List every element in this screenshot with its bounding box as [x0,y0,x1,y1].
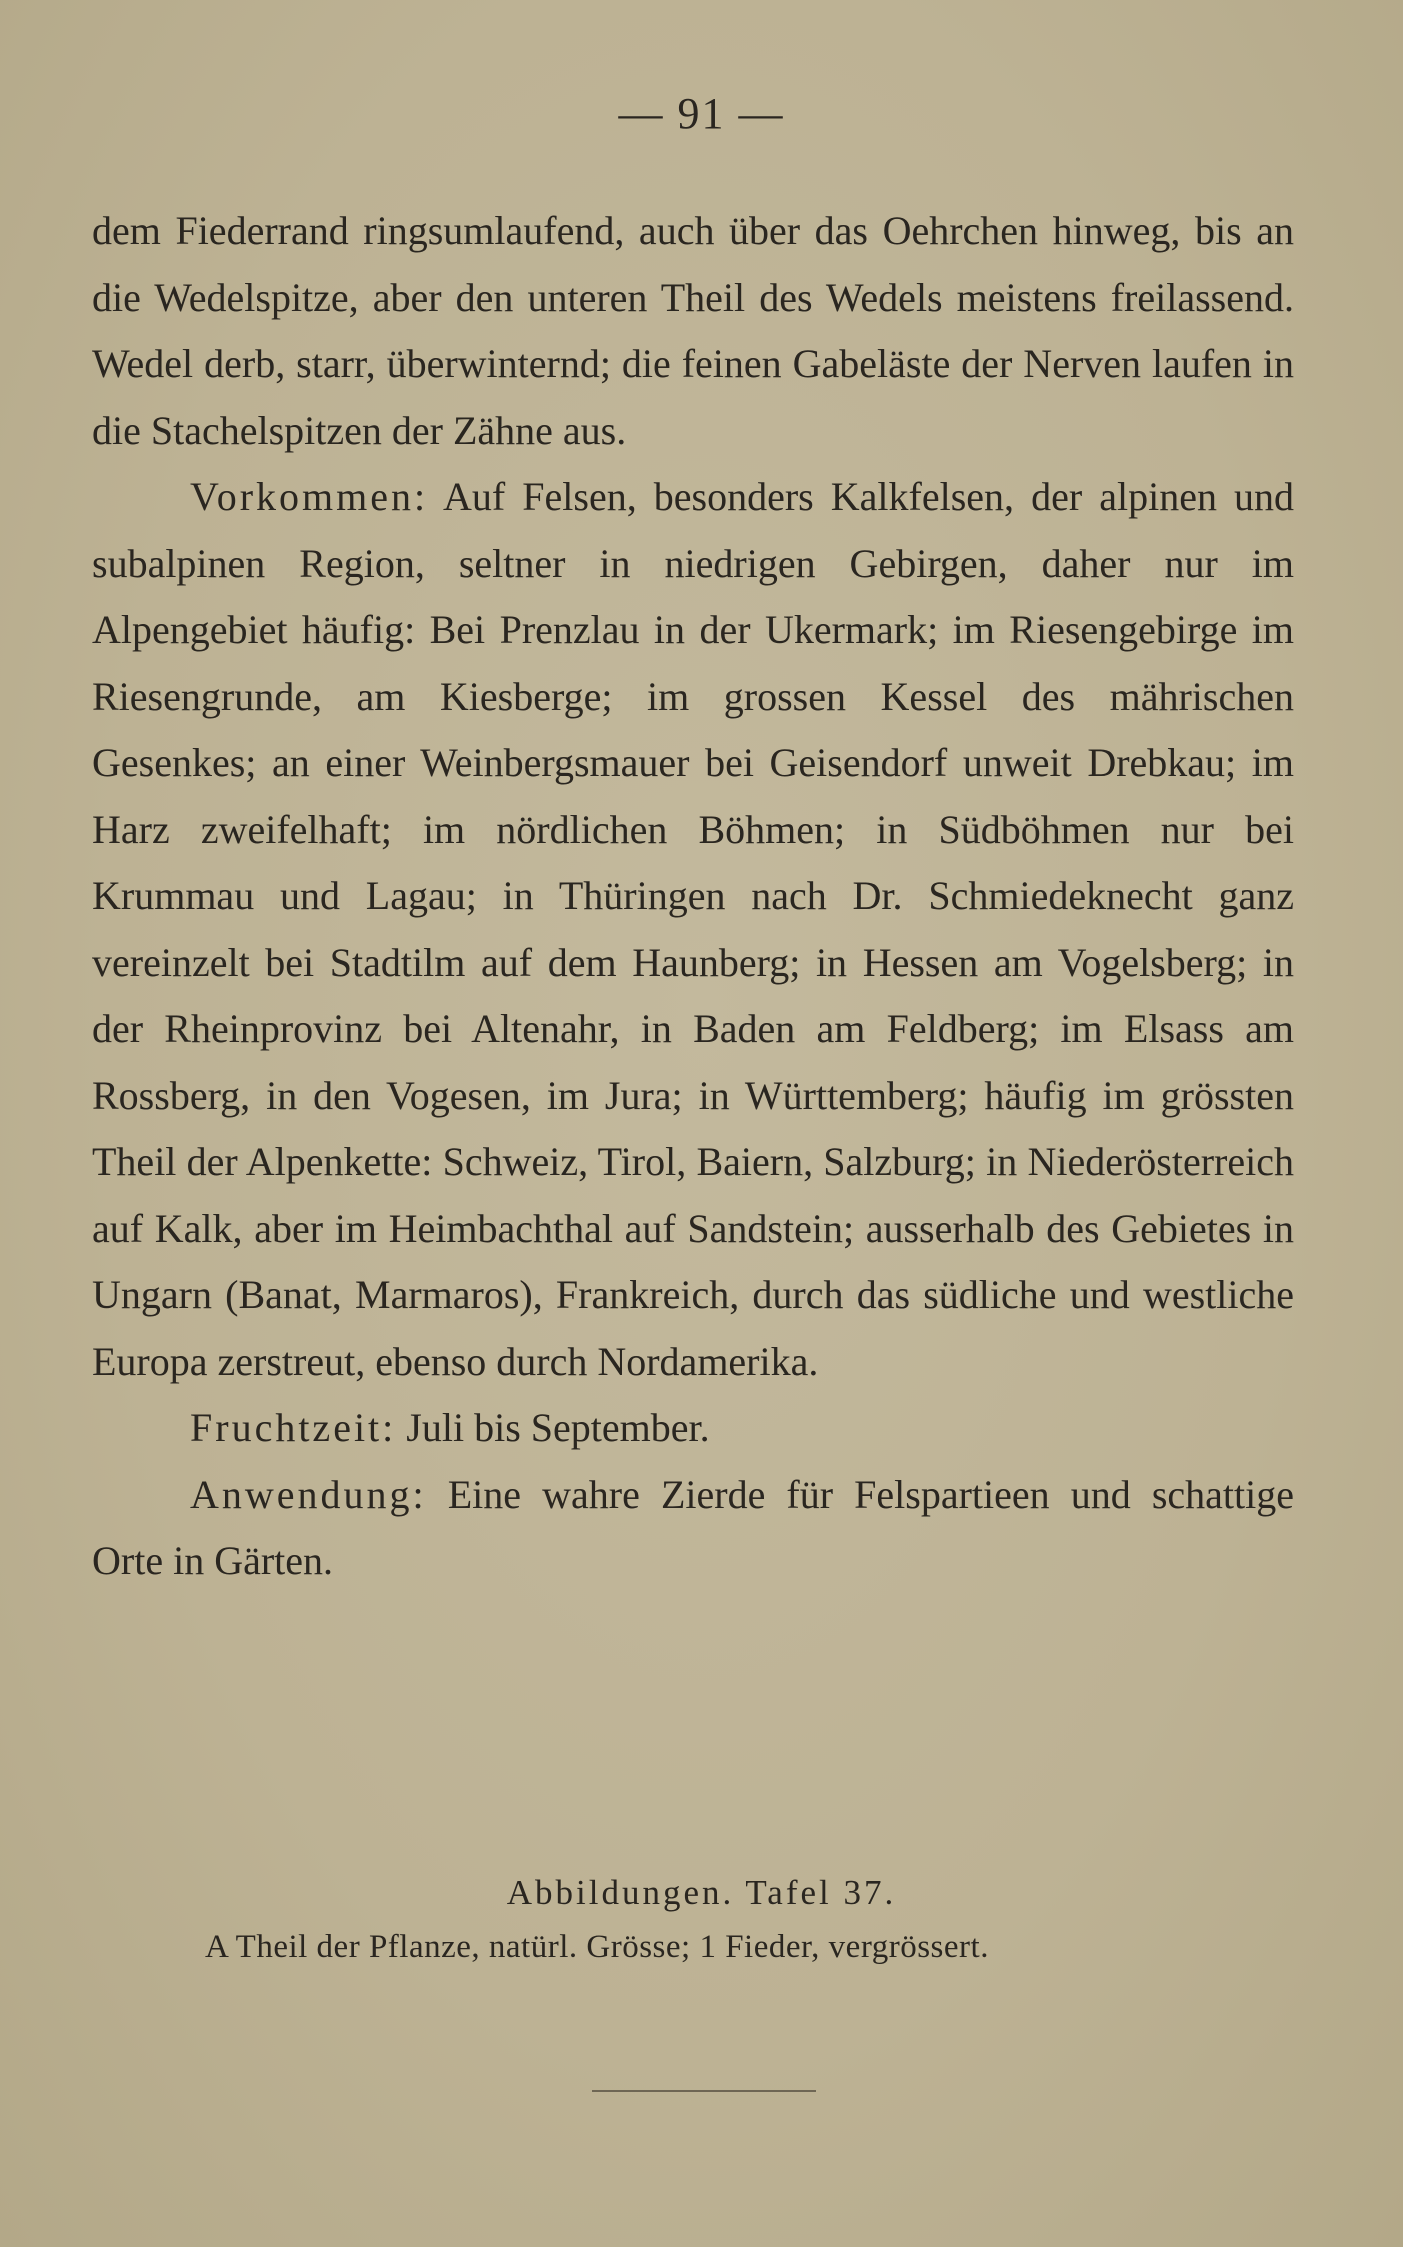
figures-caption: A Theil der Pflanze, natürl. Grösse; 1 Fieder, vergrössert. [205,1929,989,1965]
paragraph-leaf-description: dem Fiederrand ringsumlaufend, auch über das Oehrchen hinweg, bis an die Wedelspitze, aber den unteren Theil des Wedels meistens freilassend. Wedel derb, starr, überwinternd; die feinen Gabeläste der Nerven laufen in die Stachelspitzen der Zähne aus. [92,208,1294,453]
footer-rule [592,2090,816,2092]
page-number: — 91 — [618,89,785,138]
fruiting-time-text: Juli bis September. [396,1405,710,1450]
paragraph-use [92,1462,1294,1595]
occurrence-label: Vorkommen: [190,474,429,519]
occurrence-text: Auf Felsen, besonders Kalkfelsen, der alpinen und subalpinen Region, seltner in niedrigen Gebirgen, daher nur im Alpengebiet häufig: Bei Prenzlau in der Ukermark; im Riesengebirge im Riesengrunde, am Kiesberge; im grossen Kessel des mährischen Gesenkes; an einer Weinbergsmauer bei Geisendorf unweit Drebkau; im Harz zweifelhaft; im nördlichen Böhmen; in Südböhmen nur bei Krummau und Lagau; in Thüringen nach Dr. Schmiedeknecht ganz vereinzelt bei Stadtilm auf dem Haunberg; in Hessen am Vogelsberg; in der Rheinprovinz bei Altenahr, in Baden am Feldberg; im Elsass am Rossberg, in den Vogesen, im Jura; in Württemberg; häufig im grössten Theil der Alpenkette: Schweiz, Tirol, Baiern, Salzburg; in Niederösterreich auf Kalk, aber im Heimbachthal auf Sandstein; ausserhalb des Gebietes in Ungarn (Banat, Marmaros), Frankreich, durch das südliche und westliche Europa zerstreut, ebenso durch Nordamerika. [92,474,1294,1384]
use-label: Anwendung: [190,1471,427,1517]
fruiting-time-label: Fruchtzeit: [190,1405,397,1450]
use-text: Eine wahre Zierde für Felspartieen und schattige Orte in Gärten. [92,1471,1294,1583]
paragraph-fruiting-time [92,1395,1294,1462]
figures-title: Abbildungen. Tafel 37. [506,1873,897,1912]
body-text [92,198,1294,1595]
paragraph-occurrence [92,464,1294,1395]
